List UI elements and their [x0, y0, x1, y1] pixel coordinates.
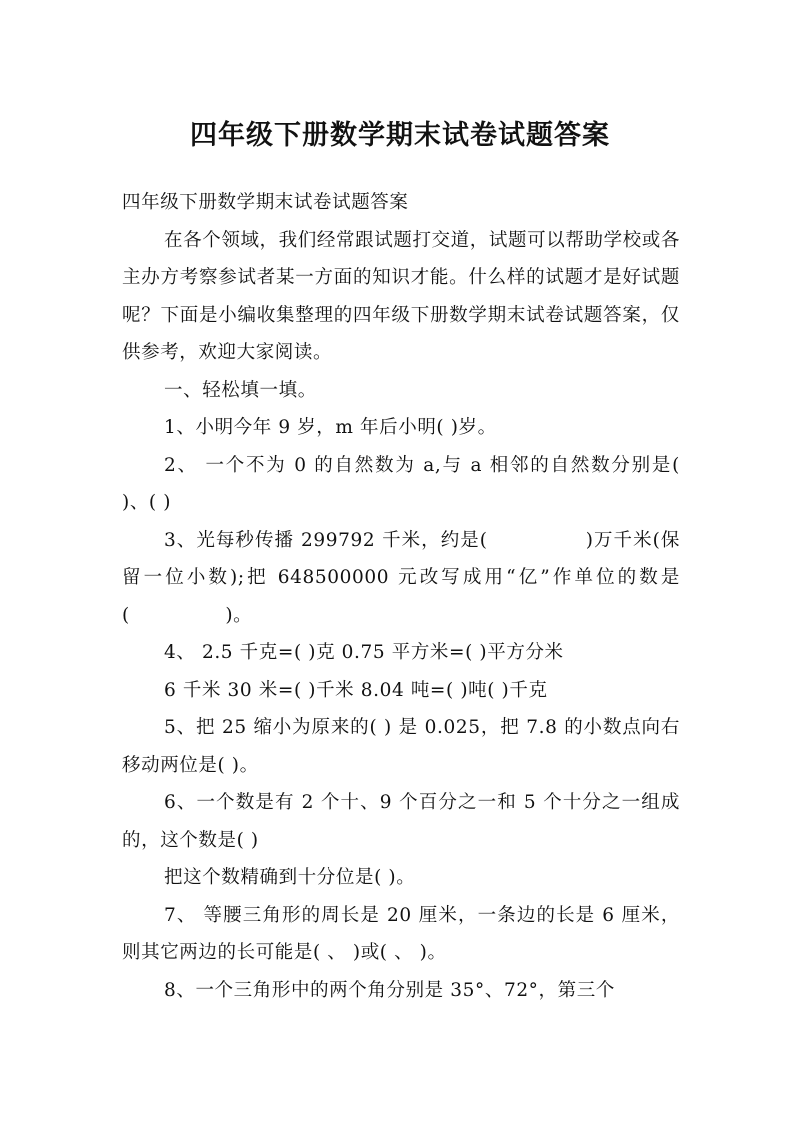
question-6-continued: 把这个数精确到十分位是( )。: [164, 867, 416, 888]
question-4: 4、 2.5 千克=( )克 0.75 平方米=( )平方分米: [164, 642, 564, 663]
document-body: [122, 184, 680, 1009]
question-6: 6、一个数是有 2 个十、9 个百分之一和 5 个十分之一组成的，这个数是( ): [122, 792, 680, 851]
intro-paragraph: 在各个领域，我们经常跟试题打交道，试题可以帮助学校或各主办方考察参试者某一方面的知识才能。什么样的试题才是好试题呢？下面是小编收集整理的四年级下册数学期末试卷试题答案，仅供参考，欢迎大家阅读。: [122, 229, 680, 363]
subtitle-line: 四年级下册数学期末试卷试题答案: [122, 192, 409, 213]
question-3: 3、光每秒传播 299792 千米，约是( )万千米(保留一位小数);把 648500000 元改写成用“亿”作单位的数是( )。: [122, 529, 680, 626]
question-7: 7、 等腰三角形的周长是 20 厘米，一条边的长是 6 厘米，则其它两边的长可能是( 、 )或( 、 )。: [122, 904, 680, 963]
document-title: 四年级下册数学期末试卷试题答案: [190, 120, 610, 152]
question-8: 8、一个三角形中的两个角分别是 35°、72°，第三个: [164, 979, 615, 1001]
question-1: 1、小明今年 9 岁，m 年后小明( )岁。: [164, 417, 497, 438]
section-heading: 一、轻松填一填。: [164, 379, 317, 401]
question-4-continued: 6 千米 30 米=( )千米 8.04 吨=( )吨( )千克: [164, 679, 548, 701]
question-5: 5、把 25 缩小为原来的( ) 是 0.025，把 7.8 的小数点向右移动两位是( )。: [122, 717, 680, 776]
question-2: 2、 一个不为 0 的自然数为 a,与 a 相邻的自然数分别是( )、( ): [122, 454, 680, 513]
